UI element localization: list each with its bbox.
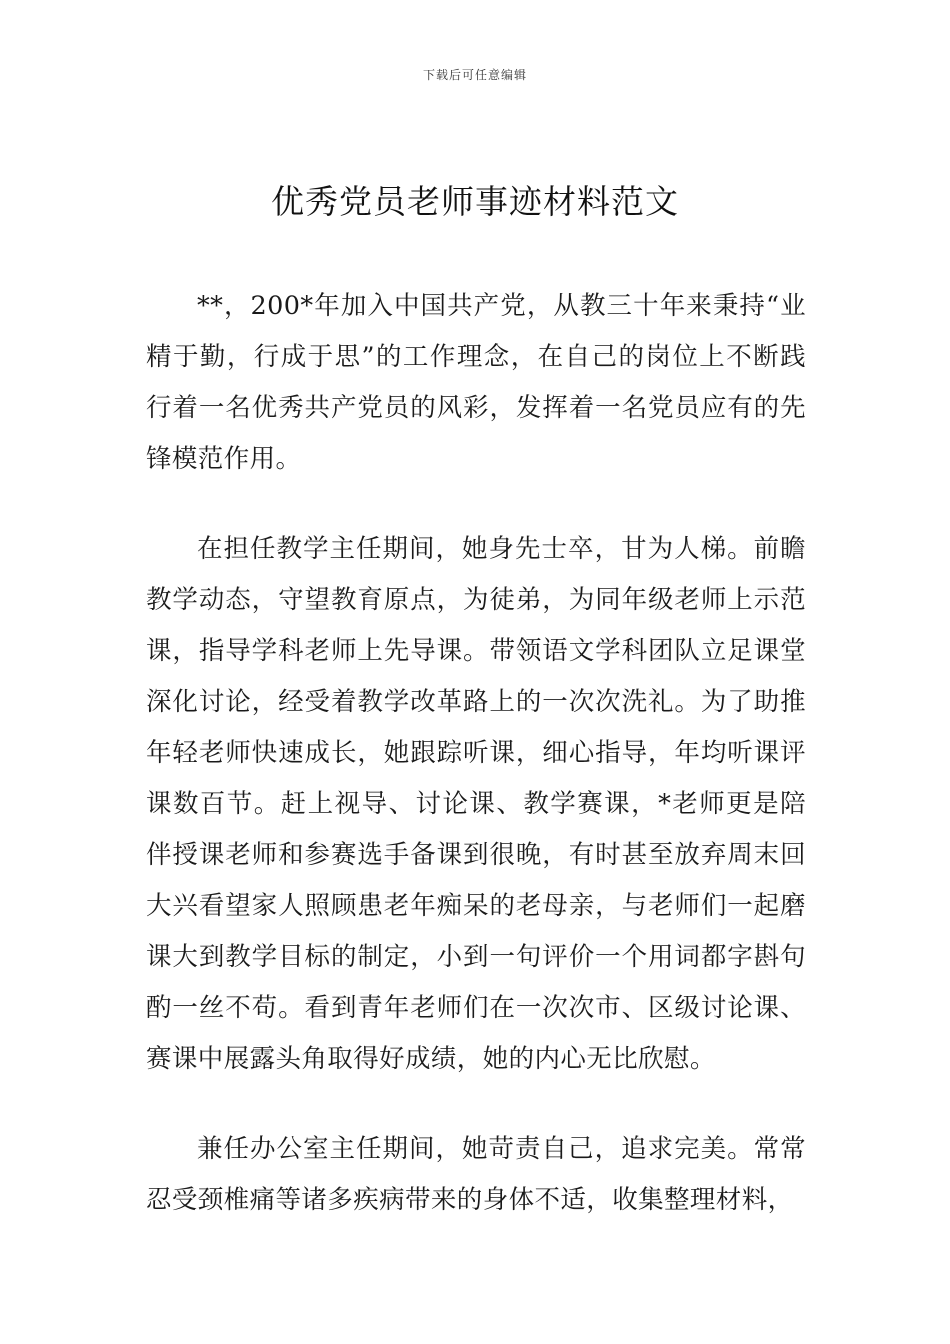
paragraph-1-block (146, 281, 806, 485)
paragraph-2-block (146, 524, 806, 1085)
header-note: 下载后可任意编辑 (422, 68, 527, 82)
paragraph: 兼任办公室主任期间，她苛责自己，追求完美。常常忍受颈椎痛等诸多疾病带来的身体不适，收集整理材料， (146, 1134, 806, 1215)
paragraph: **，200*年加入中国共产党，从教三十年来秉持“业精于勤，行成于思”的工作理念，在自己的岗位上不断践行着一名优秀共产党员的风彩，发挥着一名党员应有的先锋模范作用。 (146, 291, 806, 474)
document-title: 优秀党员老师事迹材料范文 (271, 182, 679, 221)
paragraph: 在担任教学主任期间，她身先士卒，甘为人梯。前瞻教学动态，守望教育原点，为徒弟，为同年级老师上示范课，指导学科老师上先导课。带领语文学科团队立足课堂深化讨论，经受着教学改革路上的一次次洗礼。为了助推年轻老师快速成长，她跟踪听课，细心指导，年均听课评课数百节。赶上视导、讨论课、教学赛课，*老师更是陪伴授课老师和参赛选手备课到很晚，有时甚至放弃周末回大兴看望家人照顾患老年痴呆的老母亲，与老师们一起磨课大到教学目标的制定，小到一句评价一个用词都字斟句酌一丝不苟。看到青年老师们在一次次市、区级讨论课、赛课中展露头角取得好成绩，她的内心无比欣慰。 (146, 534, 806, 1074)
paragraph-3-block (146, 1124, 806, 1226)
